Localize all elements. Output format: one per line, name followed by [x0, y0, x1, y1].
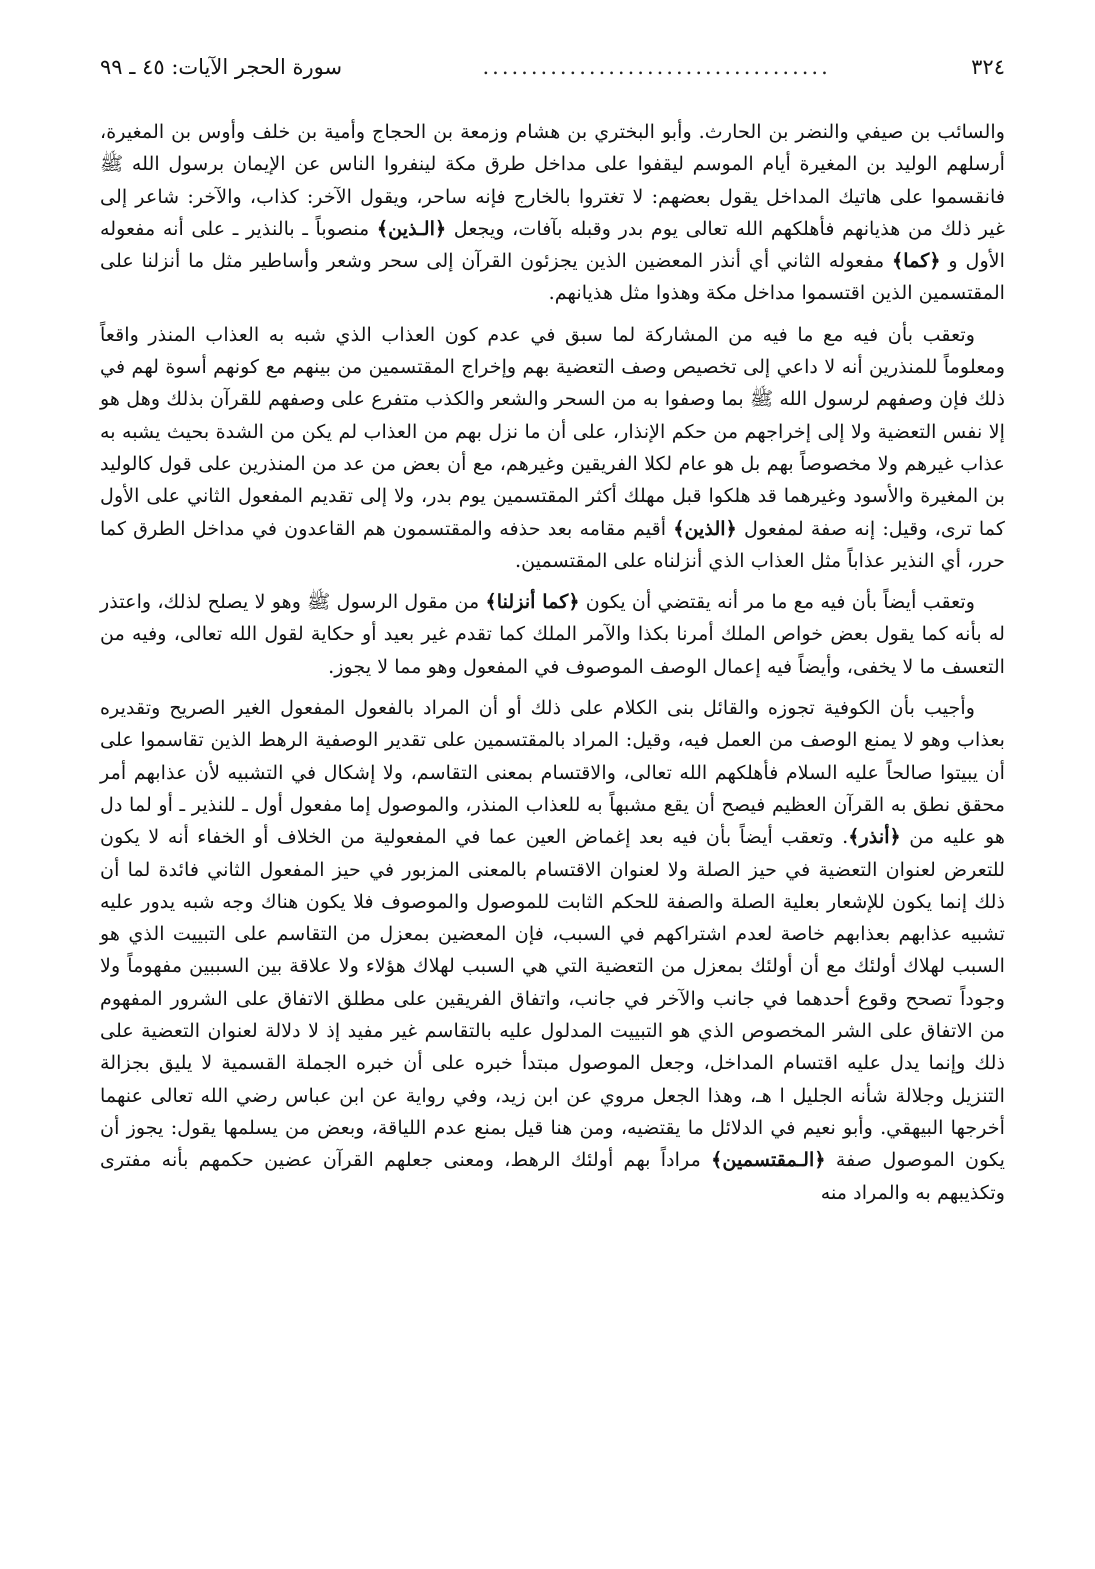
- running-header: [100, 52, 1005, 86]
- text-run: وتعقب أيضاً بأن فيه مع ما مر أنه يقتضي أن يكون: [579, 590, 976, 614]
- text-run: منصوباً ـ بالنذير ـ على أنه مفعوله الأول و: [100, 216, 1005, 273]
- page-number: ٣٢٤: [971, 55, 1005, 79]
- quran-quote: ﴿الـمقتسمين﴾: [711, 1148, 826, 1172]
- leader-dots: ....................................: [482, 55, 831, 79]
- paragraph: [100, 586, 1005, 683]
- text-run: أقيم مقامه بعد حذفه والمقتسمون هم القاعدون في مداخل الطرق كما حرر، أي النذير عذاباً مثل العذاب الذي أنزلناه على المقتسمين.: [100, 516, 1005, 572]
- paragraph: [100, 692, 1005, 1209]
- paragraph: [100, 319, 1005, 577]
- paragraph: [100, 116, 1005, 310]
- quran-quote: ﴿الذين﴾: [673, 516, 737, 540]
- quran-quote: ﴿أنذر﴾: [848, 825, 901, 849]
- quran-quote: ﴿كما﴾: [892, 249, 941, 273]
- running-title: سورة الحجر الآيات: ٤٥ ـ ٩٩: [100, 55, 343, 79]
- text-run: وتعقب بأن فيه مع ما فيه من المشاركة لما سبق في عدم كون العذاب الذي شبه به العذاب المنذر واقعاً ومعلوماً للمنذرين أنه لا داعي إلى تخصيص وصف التعضية بهم وإخراج المقتسمين من بينهم مع كونهم أسوة لهم في ذلك فإن وصفهم لرسول الله ﷺ بما وصفوا به من السحر والشعر والكذب متفرع على وصفهم للقرآن بذلك وهل هو إلا نفس التعضية ولا إلى إخراجهم من حكم الإنذار، على أن ما نزل بهم من العذاب لم يكن من الشدة بحيث يشبه به عذاب غيرهم ولا مخصوصاً بهم بل هو عام لكلا الفريقين وغيرهم، مع أن بعض من عد من المنذرين على قول كالوليد بن المغيرة والأسود وغيرهما قد هلكوا قبل مهلك أكثر المقتسمين يوم بدر، ولا إلى تقديم المفعول الثاني على الأول كما ترى، وقيل: إنه صفة لمفعول: [100, 322, 1005, 540]
- text-run: من مقول الرسول ﷺ وهو لا يصلح لذلك، واعتذر له بأنه كما يقول بعض خواص الملك أمرنا بكذا والآمر الملك كما تقدم غير بعيد أو حكاية لقول الله تعالى، وفيه من التعسف ما لا يخفى، وأيضاً فيه إعمال الوصف الموصوف في المفعول وهو مما لا يجوز.: [100, 590, 1005, 678]
- text-run: . وتعقب أيضاً بأن فيه بعد إغماض العين عما في المفعولية من الخلاف أو الخفاء أنه لا يكون للتعرض لعنوان التعضية في حيز الصلة ولا لعنوان الاقتسام بالمعنى المزبور في حيز المفعول الثاني فائدة لما أن ذلك إنما يكون للإشعار بعلية الصلة والصفة للحكم الثابت للموصول والموصوف فلا يكون هناك وجه شبه يدور عليه تشبيه عذابهم بعذابهم خاصة لعدم اشتراكهم في السبب، فإن المعضين بمعزل من التقاسم على التبييت الذي هو السبب لهلاك أولئك مع أن أولئك بمعزل من التعضية التي هي السبب لهلاك هؤلاء ولا علاقة بين السببين مفهوماً ولا وجوداً تصحح وقوع أحدهما في جانب والآخر في جانب، واتفاق الفريقين على مطلق الاتفاق على الشرور المفهوم من الاتفاق على الشر المخصوص الذي هو التبييت المدلول عليه بالتقاسم غير مفيد إذ لا دلالة لعنوان التعضية على ذلك وإنما يدل عليه اقتسام المداخل، وجعل الموصول مبتدأ خبره على أن خبره الجملة القسمية لا يليق بجزالة التنزيل وجلالة شأنه الجليل ا هـ، وهذا الجعل مروي عن ابن زيد، وفي رواية عن ابن عباس رضي الله تعالى عنهما أخرجها البيهقي. وأبو نعيم في الدلائل ما يقتضيه، ومن هنا قيل بمنع عدم اللياقة، وبعض من يسلمها يقول: يجوز أن يكون الموصول صفة: [100, 825, 1005, 1172]
- text-run: وأجيب بأن الكوفية تجوزه والقائل بنى الكلام على ذلك أو أن المراد بالفعول المفعول الغير الصريح وتقديره بعذاب وهو لا يمنع الوصف من العمل فيه، وقيل: المراد بالمقتسمين على تقدير الوصفية الرهط الذين تقاسموا على أن يبيتوا صالحاً عليه السلام فأهلكهم الله تعالى، والاقتسام بمعنى التقاسم، ولا إشكال في التشبيه لأن عذابهم أمر محقق نطق به القرآن العظيم فيصح أن يقع مشبهاً به للعذاب المنذر، والموصول إما مفعول أول ـ للنذير ـ أو لما دل هو عليه من: [100, 696, 1006, 849]
- text-run: مفعوله الثاني أي أنذر المعضين الذين يجزئون القرآن إلى سحر وشعر وأساطير مثل ما أنزلنا على المقتسمين الذين اقتسموا مداخل مكة وهذوا مثل هذيانهم.: [100, 249, 1005, 305]
- quran-quote: ﴿كما أنزلنا﴾: [485, 590, 580, 614]
- quran-quote: ﴿الـذين﴾: [376, 216, 447, 240]
- text-run: مراداً بهم أولئك الرهط، ومعنى جعلهم القرآن عضين حكمهم بأنه مفترى وتكذيبهم به والمراد منه: [100, 1148, 1005, 1204]
- text-run: والسائب بن صيفي والنضر بن الحارث. وأبو البختري بن هشام وزمعة بن الحجاج وأمية بن خلف وأوس بن المغيرة، أرسلهم الوليد بن المغيرة أيام الموسم ليقفوا على مداخل طرق مكة لينفروا الناس عن الإيمان برسول الله ﷺ فانقسموا على هاتيك المداخل يقول بعضهم: لا تغتروا بالخارج فإنه ساحر، ويقول الآخر: كذاب، والآخر: شاعر إلى غير ذلك من هذيانهم فأهلكهم الله تعالى يوم بدر وقبله بآفات، ويجعل: [100, 120, 1005, 240]
- body-text: [100, 116, 1005, 1209]
